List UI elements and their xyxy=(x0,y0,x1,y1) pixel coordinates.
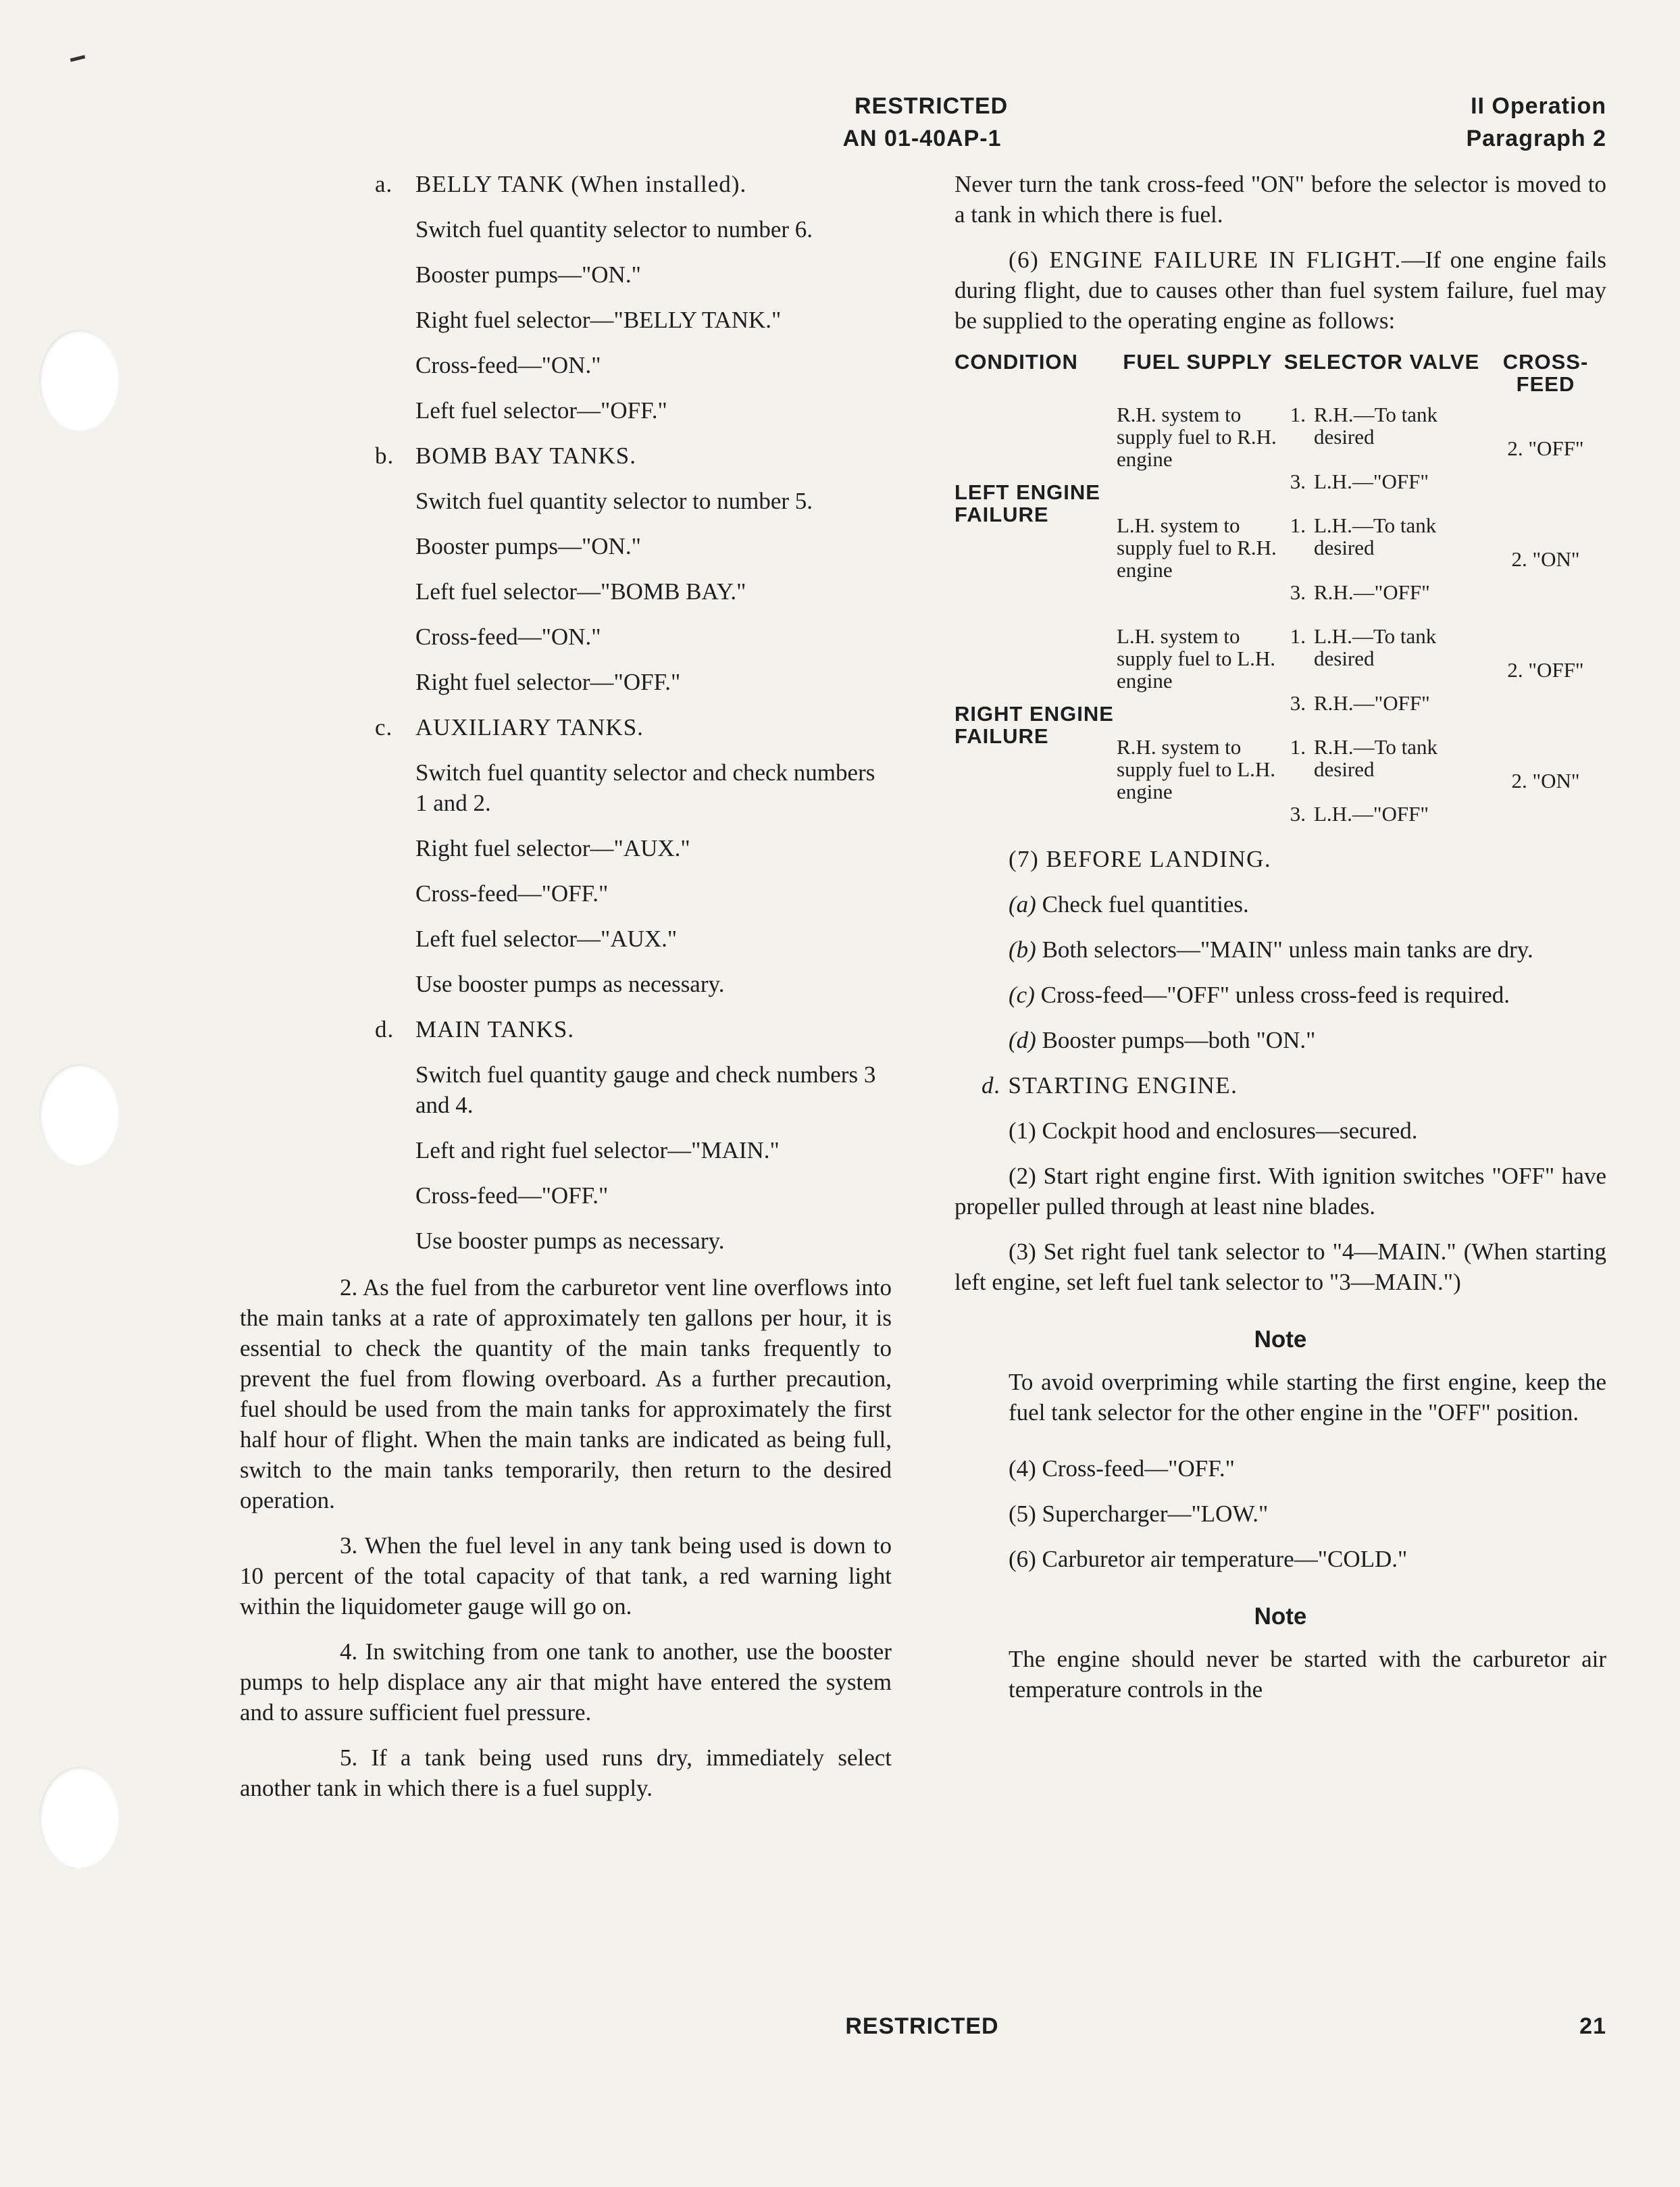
step: Booster pumps—"ON." xyxy=(415,533,641,559)
step: Left fuel selector—"OFF." xyxy=(415,397,667,424)
header-doc-number: AN 01-40AP-1 xyxy=(842,126,1002,151)
section-c xyxy=(240,712,892,999)
valve-text: L.H.—"OFF" xyxy=(1314,802,1429,826)
valve-num: 3. xyxy=(1290,580,1306,604)
step: Switch fuel quantity selector to number 5. xyxy=(415,488,813,514)
start-item: (6) Carburetor air temperature—"COLD." xyxy=(1009,1546,1408,1572)
item-text: Cross-feed—"OFF" unless cross-feed is required. xyxy=(1040,982,1510,1008)
section-a-title: BELLY TANK (When installed). xyxy=(415,171,747,197)
supply-cell: L.H. system to supply fuel to L.H. engine xyxy=(1117,624,1276,693)
step: Switch fuel quantity selector and check numbers 1 and 2. xyxy=(415,759,875,816)
punch-hole-bottom xyxy=(39,1767,119,1868)
valve-cell xyxy=(1279,625,1485,736)
start-item: (3) Set right fuel tank selector to "4—MAIN." (When starting left engine, set left fuel tank selector to "3—MAIN.") xyxy=(954,1238,1606,1295)
paragraph-number: 3. xyxy=(340,1532,358,1559)
page-number: 21 xyxy=(1579,2013,1606,2039)
step: Use booster pumps as necessary. xyxy=(415,1228,725,1254)
left-column xyxy=(240,169,892,1803)
supply-cell: R.H. system to supply fuel to R.H. engine xyxy=(1117,403,1277,471)
item-label: (a) xyxy=(1009,891,1036,917)
starting-engine-label: d. xyxy=(982,1072,1002,1099)
paragraph-number: 4. xyxy=(340,1638,358,1665)
punch-hole-top xyxy=(39,330,119,431)
column-header: FUEL SUPPLY xyxy=(1123,350,1273,374)
step: Left fuel selector—"BOMB BAY." xyxy=(415,578,746,605)
header-section: II Operation xyxy=(1471,93,1606,119)
section-c-label: c. xyxy=(375,714,393,740)
step: Cross-feed—"ON." xyxy=(415,624,601,650)
valve-text: L.H.—To tank desired xyxy=(1314,513,1437,559)
item-label: (c) xyxy=(1009,982,1035,1008)
valve-num: 1. xyxy=(1290,513,1306,537)
footer-restricted: RESTRICTED xyxy=(845,2013,999,2039)
paragraph-3 xyxy=(240,1530,892,1622)
valve-text: R.H.—To tank desired xyxy=(1314,403,1437,449)
section-b-label: b. xyxy=(375,443,394,469)
section-d-label: d. xyxy=(375,1016,394,1042)
valve-num: 1. xyxy=(1290,624,1306,648)
step: Switch fuel quantity selector to number 6. xyxy=(415,216,813,243)
note-title: Note xyxy=(1254,1603,1307,1630)
crossfeed-cell: 2. "OFF" xyxy=(1507,436,1584,460)
landing-item xyxy=(954,980,1606,1010)
column-header: SELECTOR VALVE xyxy=(1283,350,1480,374)
valve-num: 1. xyxy=(1290,735,1306,759)
landing-item xyxy=(954,1025,1606,1055)
valve-text: L.H.—To tank desired xyxy=(1314,624,1437,670)
column-header: CROSS-FEED xyxy=(1502,350,1589,396)
before-landing-title: (7) BEFORE LANDING. xyxy=(1009,846,1272,872)
start-item: (2) Start right engine first. With ignition switches "OFF" have propeller pulled through at least nine blades. xyxy=(954,1163,1606,1220)
paragraph-5 xyxy=(240,1742,892,1803)
valve-cell xyxy=(1279,403,1485,514)
section-b-title: BOMB BAY TANKS. xyxy=(415,443,636,469)
landing-item xyxy=(954,889,1606,920)
item-label: (b) xyxy=(1009,936,1036,963)
paragraph-6 xyxy=(954,245,1606,336)
valve-cell xyxy=(1279,736,1485,847)
section-d xyxy=(240,1014,892,1256)
section-b xyxy=(240,441,892,697)
paragraph-text: When the fuel level in any tank being used is down to 10 percent of the total capacity of that tank, a red warning light within the liquidometer gauge will go on. xyxy=(240,1532,892,1619)
paragraph-number: 5. xyxy=(340,1744,358,1771)
engine-failure-table xyxy=(954,351,1606,847)
starting-engine-title: STARTING ENGINE. xyxy=(1008,1072,1238,1099)
valve-num: 3. xyxy=(1290,802,1306,826)
section-a xyxy=(240,169,892,426)
step: Left fuel selector—"AUX." xyxy=(415,926,678,952)
paragraph-number: 2. xyxy=(340,1274,358,1301)
crossfeed-cell: 2. "ON" xyxy=(1511,768,1580,793)
note-body: To avoid overpriming while starting the first engine, keep the fuel tank selector for the other engine in the "OFF" position. xyxy=(1009,1369,1606,1426)
step: Cross-feed—"OFF." xyxy=(415,880,609,907)
start-item: (5) Supercharger—"LOW." xyxy=(1009,1501,1269,1527)
step: Switch fuel quantity gauge and check numbers 3 and 4. xyxy=(415,1061,876,1118)
table-row xyxy=(954,403,1606,514)
item-label: (d) xyxy=(1009,1027,1036,1053)
table-header-row xyxy=(954,351,1606,403)
valve-num: 3. xyxy=(1290,470,1306,493)
step: Use booster pumps as necessary. xyxy=(415,971,725,997)
scan-mark xyxy=(70,55,86,61)
item-text: Check fuel quantities. xyxy=(1042,891,1249,917)
header-paragraph: Paragraph 2 xyxy=(1466,126,1606,151)
step: Right fuel selector—"AUX." xyxy=(415,835,690,861)
step: Cross-feed—"OFF." xyxy=(415,1182,609,1209)
crossfeed-cell: 2. "OFF" xyxy=(1507,657,1584,682)
valve-text: L.H.—"OFF" xyxy=(1314,470,1429,493)
valve-text: R.H.—"OFF" xyxy=(1314,580,1430,604)
start-item: (1) Cockpit hood and enclosures—secured. xyxy=(1009,1117,1418,1144)
step: Right fuel selector—"BELLY TANK." xyxy=(415,307,782,333)
supply-cell: R.H. system to supply fuel to L.H. engine xyxy=(1117,735,1276,803)
section-d-title: MAIN TANKS. xyxy=(415,1016,575,1042)
valve-text: R.H.—To tank desired xyxy=(1314,735,1437,781)
right-column xyxy=(954,169,1606,1705)
supply-cell: L.H. system to supply fuel to R.H. engine xyxy=(1117,513,1277,582)
table-row xyxy=(954,625,1606,736)
crossfeed-cell: 2. "ON" xyxy=(1511,547,1580,571)
paragraph-text: In switching from one tank to another, use the booster pumps to help displace any air that might have entered the system and to assure sufficient fuel pressure. xyxy=(240,1638,892,1726)
valve-num: 3. xyxy=(1290,691,1306,715)
item-text: Both selectors—"MAIN" unless main tanks are dry. xyxy=(1042,936,1533,963)
punch-hole-middle xyxy=(39,1064,119,1165)
column-header: CONDITION xyxy=(954,350,1078,374)
continued-text: Never turn the tank cross-feed "ON" before the selector is moved to a tank in which there is fuel. xyxy=(954,171,1606,228)
item-text: Booster pumps—both "ON." xyxy=(1042,1027,1316,1053)
step: Cross-feed—"ON." xyxy=(415,352,601,378)
section-c-title: AUXILIARY TANKS. xyxy=(415,714,644,740)
valve-text: R.H.—"OFF" xyxy=(1314,691,1430,715)
section-a-label: a. xyxy=(375,171,393,197)
header-restricted: RESTRICTED xyxy=(855,93,1009,119)
paragraph-4 xyxy=(240,1636,892,1728)
valve-num: 1. xyxy=(1290,403,1306,426)
paragraph-6-label: (6) ENGINE FAILURE IN FLIGHT. xyxy=(1009,247,1402,273)
paragraph-2 xyxy=(240,1272,892,1515)
note-body: The engine should never be started with the carburetor air temperature controls in the xyxy=(1009,1646,1606,1703)
condition-cell: RIGHT ENGINE FAILURE xyxy=(954,702,1114,748)
start-item: (4) Cross-feed—"OFF." xyxy=(1009,1455,1235,1482)
paragraph-6-text: —If one engine fails during flight, due to causes other than fuel system failure, fuel may be supplied to the operating engine as follows: xyxy=(954,247,1606,334)
step: Left and right fuel selector—"MAIN." xyxy=(415,1137,780,1163)
condition-cell: LEFT ENGINE FAILURE xyxy=(954,480,1100,526)
paragraph-text: As the fuel from the carburetor vent line overflows into the main tanks at a rate of approximately ten gallons per hour, it is essential to check the quantity of the main tanks frequently to prevent the fuel from flowing overboard. As a further precaution, fuel should be used from the main tanks for approximately the first half hour of flight. When the main tanks are indicated as being full, switch to the main tanks temporarily, then return to the desired operation. xyxy=(240,1274,892,1513)
note-title: Note xyxy=(1254,1326,1307,1353)
landing-item xyxy=(954,934,1606,965)
paragraph-text: If a tank being used runs dry, immediately select another tank in which there is a fuel supply. xyxy=(240,1744,892,1801)
step: Booster pumps—"ON." xyxy=(415,261,641,288)
step: Right fuel selector—"OFF." xyxy=(415,669,681,695)
valve-cell xyxy=(1279,514,1485,625)
starting-engine-heading xyxy=(954,1070,1606,1101)
